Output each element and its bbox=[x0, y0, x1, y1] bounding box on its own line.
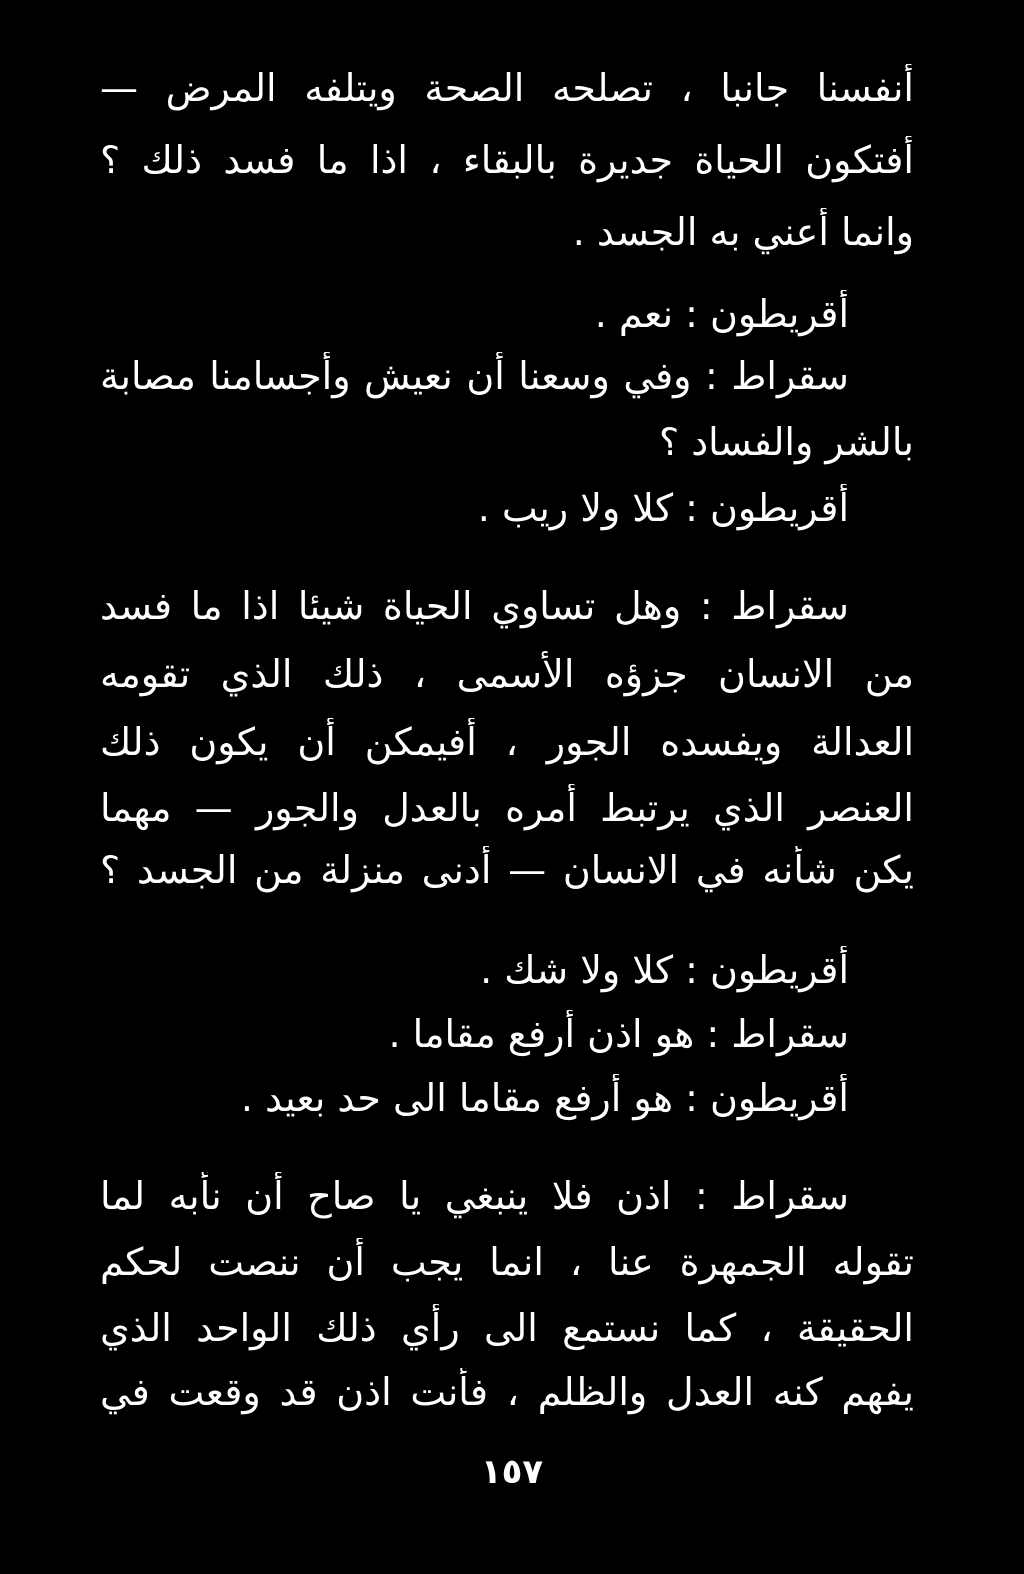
text-line-9: من الانسان جزؤه الأسمى ، ذلك الذي تقومه bbox=[100, 652, 914, 696]
text-line-7: أقريطون : كلا ولا ريب . bbox=[477, 486, 849, 530]
text-line-1: أنفسنا جانبا ، تصلحه الصحة ويتلفه المرض — bbox=[100, 66, 914, 110]
page-number: ١٥٧ bbox=[480, 1452, 544, 1492]
text-line-10: العدالة ويفسده الجور ، أفيمكن أن يكون ذلك bbox=[100, 720, 914, 764]
text-line-12: يكن شأنه في الانسان — أدنى منزلة من الجسد ؟ bbox=[100, 848, 914, 892]
text-line-3: وانما أعني به الجسد . bbox=[572, 210, 914, 254]
text-line-4: أقريطون : نعم . bbox=[594, 292, 849, 336]
text-line-19: يفهم كنه العدل والظلم ، فأنت اذن قد وقعت في bbox=[100, 1370, 914, 1414]
text-line-18: الحقيقة ، كما نستمع الى رأي ذلك الواحد الذي bbox=[100, 1306, 914, 1350]
text-line-17: تقوله الجمهرة عنا ، انما يجب أن ننصت لحكم bbox=[100, 1240, 914, 1284]
text-line-15: أقريطون : هو أرفع مقاما الى حد بعيد . bbox=[240, 1076, 849, 1120]
text-line-8: سقراط : وهل تساوي الحياة شيئا اذا ما فسد bbox=[100, 584, 849, 628]
text-line-16: سقراط : اذن فلا ينبغي يا صاح أن نأبه لما bbox=[100, 1174, 849, 1218]
text-line-14: سقراط : هو اذن أرفع مقاما . bbox=[388, 1012, 849, 1056]
text-line-13: أقريطون : كلا ولا شك . bbox=[480, 948, 849, 992]
text-line-6: بالشر والفساد ؟ bbox=[658, 420, 914, 464]
text-line-5: سقراط : وفي وسعنا أن نعيش وأجسامنا مصابة bbox=[100, 354, 849, 398]
text-line-11: العنصر الذي يرتبط أمره بالعدل والجور — مهما bbox=[100, 786, 914, 830]
text-line-2: أفتكون الحياة جديرة بالبقاء ، اذا ما فسد ذلك ؟ bbox=[100, 138, 914, 182]
